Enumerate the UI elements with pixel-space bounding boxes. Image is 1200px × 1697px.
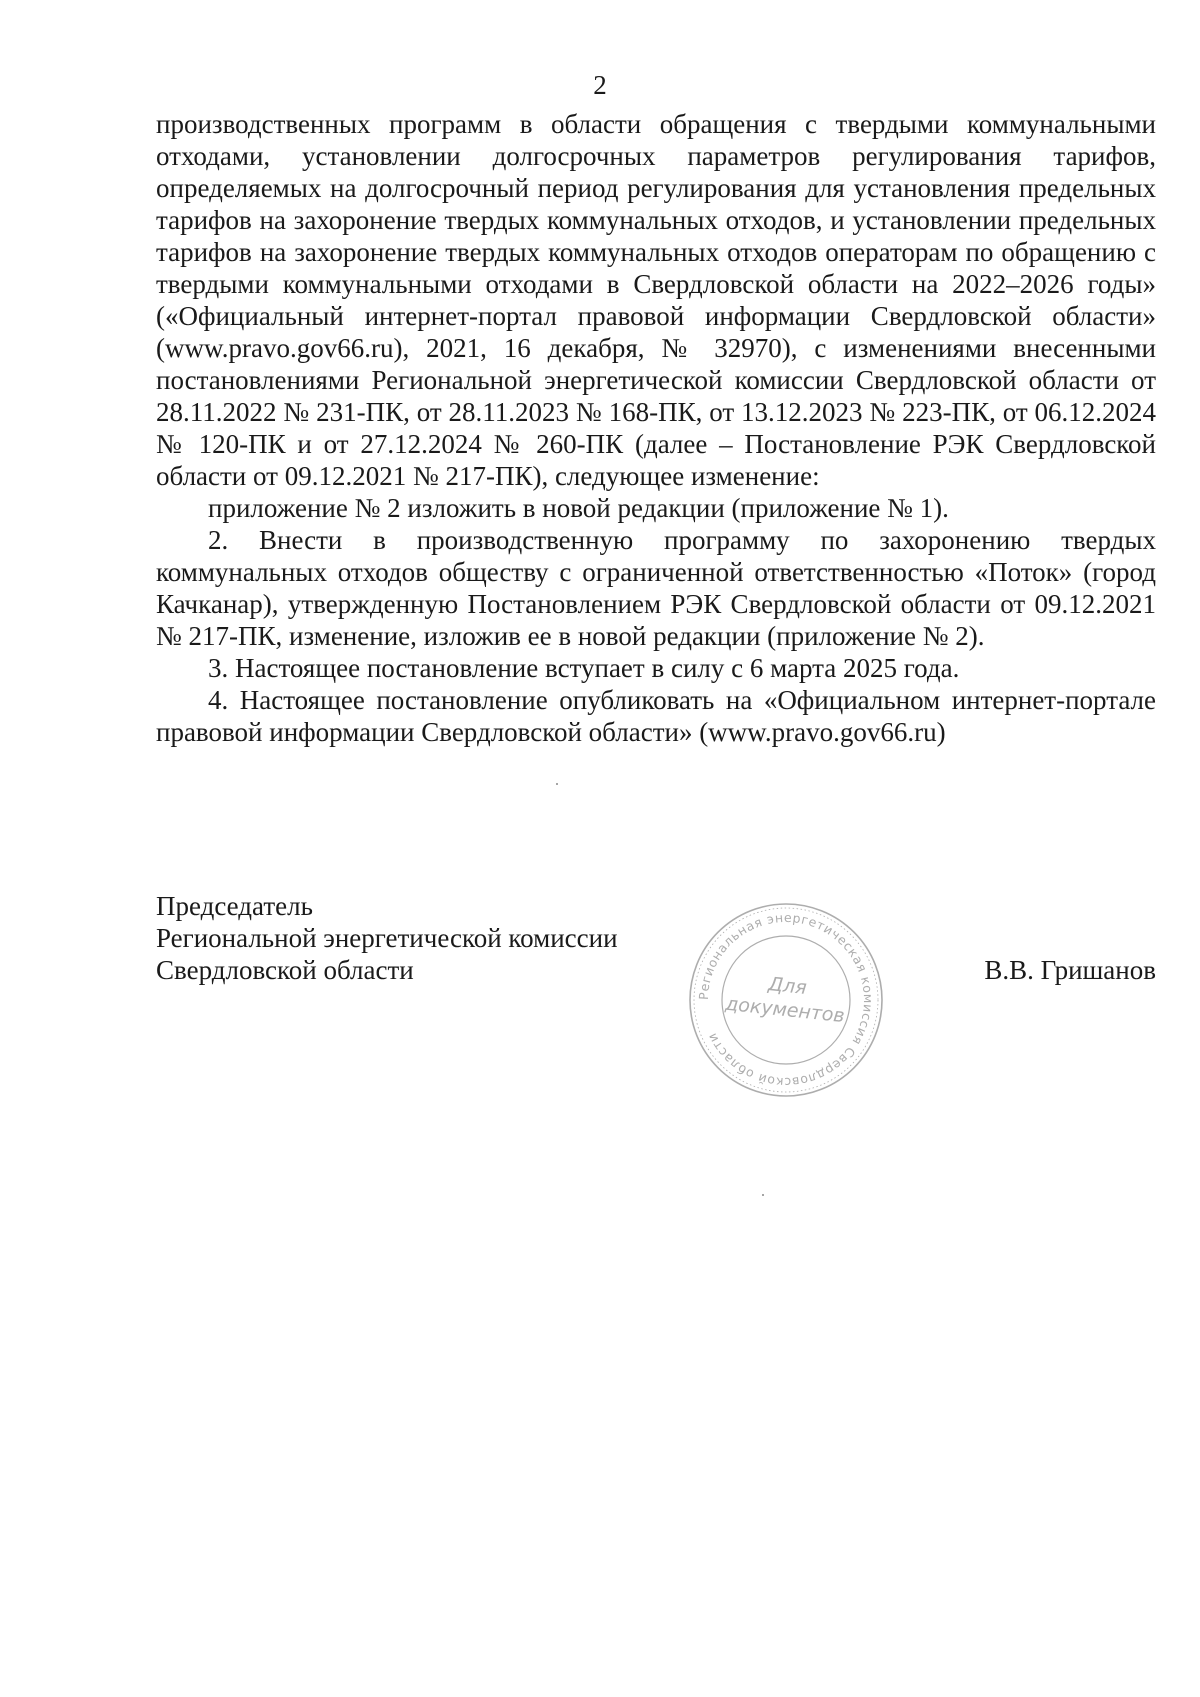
scan-speck [762,1194,764,1196]
stamp-ring-text: Региональная энергетическая комиссия Свердловской области [695,909,877,1091]
paragraph-appendix-note: приложение № 2 изложить в новой редакции (приложение № 1). [208,493,949,523]
signer-title-line: Свердловской области [156,955,414,985]
signer-name: В.В. Гришанов [984,955,1156,985]
page-number: 2 [593,70,607,100]
paragraph-continuation: производственных программ в области обращения с твердыми коммунальными отходами, установлении долгосрочных параметров регулирования тарифов, определяемых на долгосрочный период регулирования для установления предельных тарифов на захоронение твердых коммунальных отходов, и установлении предельных тарифов на захоронение твердых коммунальных отходов операторам по обращению с твердыми коммунальными отходами в Свердловской области на 2022–2026 годы» («Официальный интернет-портал правовой информации Свердловской области» (www.pravo.gov66.ru), 2021, 16 декабря, № 32970), с изменениями внесенными постановлениями Региональной энергетической комиссии Свердловской области от 28.11.2022 № 231-ПК, от 28.11.2023 № 168-ПК, от 13.12.2023 № 223-ПК, от 06.12.2024 № 120-ПК и от 27.12.2024 № 260-ПК (далее – Постановление РЭК Свердловской области от 09.12.2021 № 217-ПК), следующее изменение: [156,109,1156,491]
official-stamp [686,900,886,1100]
paragraph-item-2: 2. Внести в производственную программу по захоронению твердых коммунальных отходов обществу с ограниченной ответственностью «Поток» (город Качканар), утвержденную Постановлением РЭК Свердловской области от 09.12.2021 № 217-ПК, изменение, изложив ее в новой редакции (приложение № 2). [156,525,1156,651]
signature-block [156,890,1156,1130]
stamp-center-line-2: документов [724,992,846,1028]
signer-title [156,890,618,986]
signer-title-line: Председатель [156,891,313,921]
paragraph-item-3: 3. Настоящее постановление вступает в силу с 6 марта 2025 года. [208,653,960,683]
stamp-center-line-1: Для [767,973,808,1000]
paragraph-item-4: 4. Настоящее постановление опубликовать на «Официальном интернет-портале правовой информации Свердловской области» (www.pravo.gov66.ru) [156,685,1156,747]
signer-title-line: Региональной энергетической комиссии [156,923,618,953]
document-body [156,108,1156,748]
scan-speck [556,783,558,785]
